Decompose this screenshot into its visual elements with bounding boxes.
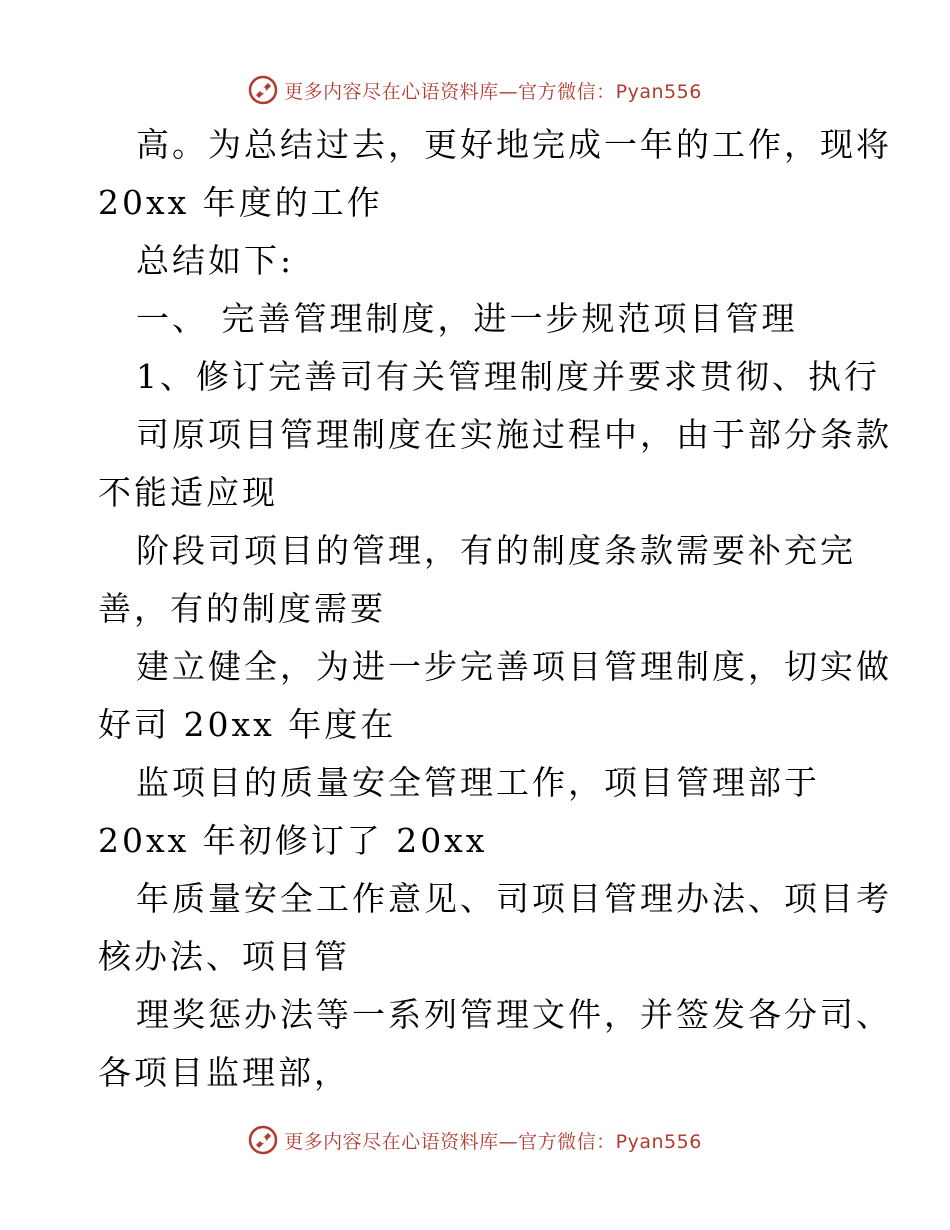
text-line: 不能适应现 [98, 473, 278, 512]
footer-banner-text: 更多内容尽在心语资料库—官方微信：Pyan556 [284, 1130, 702, 1153]
text-line: 善，有的制度需要 [98, 589, 386, 628]
text-line: 总结如下: [136, 241, 295, 280]
text-line: 核办法、项目管 [98, 937, 350, 976]
footer-banner [0, 1120, 950, 1160]
text-line: 20xx 年初修订了 20xx [98, 821, 488, 860]
text-line: 理奖惩办法等一系列管理文件，并签发各分司、 [136, 995, 892, 1034]
text-line: 各项目监理部， [98, 1053, 350, 1092]
header-banner-text: 更多内容尽在心语资料库—官方微信：Pyan556 [284, 80, 702, 103]
text-line: 年质量安全工作意见、司项目管理办法、项目考 [136, 879, 892, 918]
text-line: 阶段司项目的管理，有的制度条款需要补充完 [136, 531, 856, 570]
logo-icon [248, 75, 278, 105]
text-line: 好司 20xx 年度在 [98, 705, 397, 744]
document-body [98, 118, 892, 1104]
text-line: 高。为总结过去，更好地完成一年的工作，现将 [136, 125, 892, 164]
header-banner [0, 70, 950, 110]
subsection-heading: 1、修订完善司有关管理制度并要求贯彻、执行 [136, 357, 880, 396]
logo-icon [248, 1125, 278, 1155]
text-line: 司原项目管理制度在实施过程中，由于部分条款 [136, 415, 892, 454]
text-line: 监项目的质量安全管理工作，项目管理部于 [136, 763, 820, 802]
section-heading: 一、 完善管理制度，进一步规范项目管理 [136, 299, 798, 338]
text-line: 建立健全，为进一步完善项目管理制度，切实做 [136, 647, 892, 686]
text-line: 20xx 年度的工作 [98, 183, 383, 222]
